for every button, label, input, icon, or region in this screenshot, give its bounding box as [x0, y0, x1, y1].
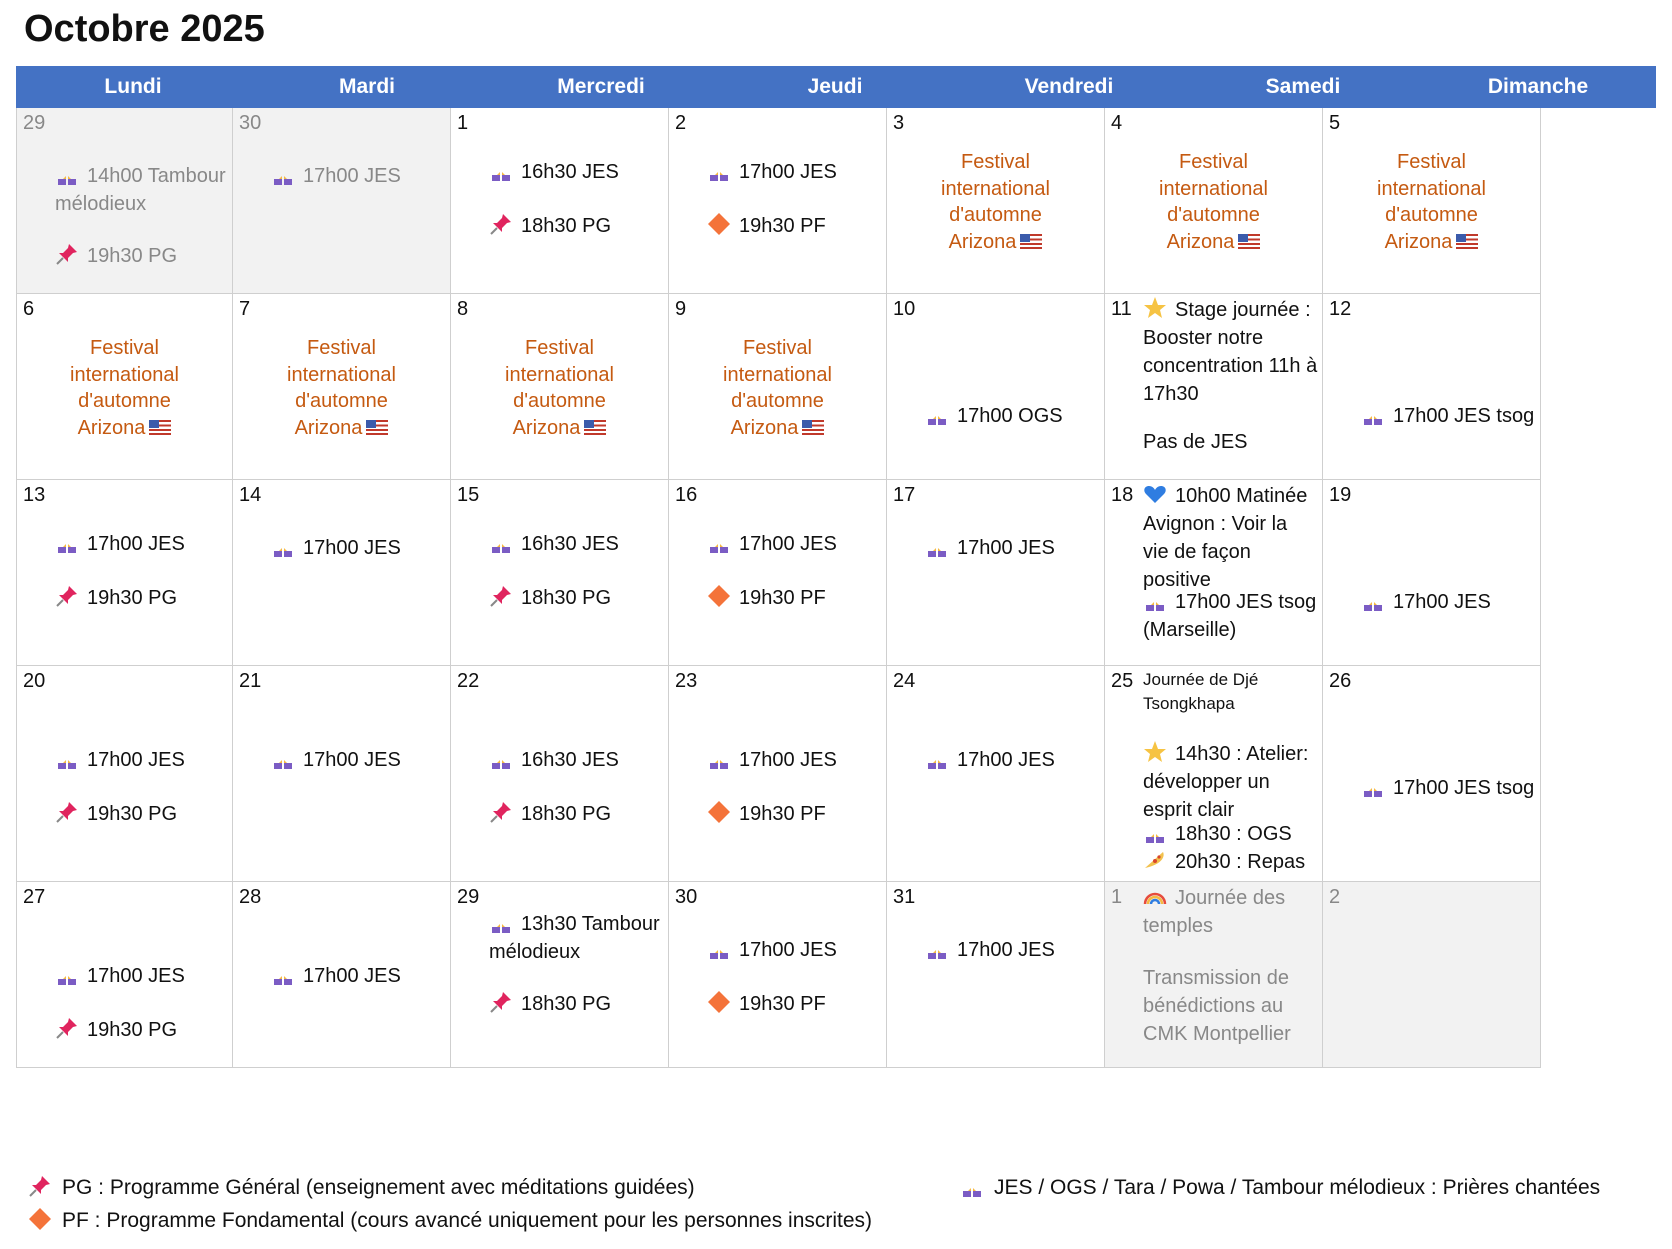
festival-text: international	[505, 363, 614, 386]
folded-hands-icon	[960, 1174, 984, 1198]
festival-text: d'automne	[513, 390, 606, 412]
festival-event-line	[451, 387, 668, 415]
event-text: 17h00 JES tsog	[1393, 405, 1535, 427]
calendar-event[interactable]	[489, 530, 664, 558]
festival-text: Arizona	[294, 416, 363, 439]
us-flag-icon	[584, 420, 606, 435]
event-text: 19h30 PF	[739, 215, 826, 237]
day-number: 25	[1111, 670, 1134, 692]
day-number: 5	[1329, 112, 1341, 134]
day-number: 17	[893, 484, 916, 506]
day-number: 30	[675, 886, 698, 908]
event-text: 17h00 JES tsog (Marseille)	[1143, 591, 1317, 641]
blue-heart-icon	[1143, 482, 1167, 506]
folded-hands-icon	[271, 162, 295, 186]
folded-hands-icon	[707, 158, 731, 182]
festival-text: d'automne	[295, 390, 388, 412]
event-text: Journée des temples	[1143, 887, 1286, 937]
weekday-vendredi: Vendredi	[1024, 75, 1114, 98]
event-text: 17h00 JES	[957, 537, 1055, 559]
event-text: 17h00 JES	[739, 749, 837, 771]
day-cell[interactable]	[233, 108, 451, 294]
calendar-event[interactable]	[55, 746, 228, 774]
weekday-samedi: Samedi	[1265, 75, 1341, 98]
calendar-event[interactable]	[707, 584, 882, 612]
event-text: 18h30 PG	[521, 587, 612, 609]
folded-hands-icon	[707, 746, 731, 770]
festival-event-line	[1323, 148, 1540, 176]
us-flag-icon	[802, 420, 824, 435]
week-row	[16, 108, 1656, 294]
event-text: 17h00 JES	[739, 161, 837, 183]
day-number: 22	[457, 670, 480, 692]
day-cell[interactable]	[17, 666, 233, 882]
calendar-event[interactable]	[489, 584, 664, 612]
weekday-mardi: Mardi	[338, 75, 395, 98]
event-text: 17h00 JES	[957, 749, 1055, 771]
day-cell[interactable]	[1105, 882, 1323, 1068]
event-text: 19h30 PG	[87, 803, 178, 825]
festival-text: Festival	[1397, 151, 1466, 173]
festival-event-line	[233, 387, 450, 415]
folded-hands-icon	[1143, 820, 1167, 844]
folded-hands-icon	[1361, 774, 1385, 798]
festival-text: d'automne	[1385, 204, 1478, 226]
event-text: 18h30 PG	[521, 993, 612, 1015]
day-cell[interactable]	[887, 666, 1105, 882]
orange-diamond-icon	[28, 1207, 52, 1231]
folded-hands-icon	[925, 402, 949, 426]
festival-text: Festival	[90, 337, 159, 359]
star-icon	[1143, 740, 1167, 764]
pushpin-icon	[55, 584, 79, 608]
calendar-event[interactable]	[489, 910, 664, 966]
festival-text: international	[287, 363, 396, 386]
calendar-event[interactable]	[271, 534, 446, 562]
festival-text: Arizona	[1166, 230, 1235, 253]
event-text: Transmission de bénédictions au CMK Montpellier	[1143, 967, 1291, 1045]
folded-hands-icon	[489, 910, 513, 934]
day-cell[interactable]	[669, 108, 887, 294]
event-text: 14h30 : Atelier: développer un esprit clair	[1143, 743, 1309, 821]
calendar-event[interactable]	[925, 936, 1100, 964]
festival-event-line	[669, 334, 886, 362]
festival-text: international	[1159, 177, 1268, 200]
calendar-event[interactable]	[707, 212, 882, 240]
festival-text: Festival	[1179, 151, 1248, 173]
legend-pf	[28, 1205, 872, 1237]
folded-hands-icon	[271, 746, 295, 770]
pushpin-icon	[489, 212, 513, 236]
event-text: 18h30 PG	[521, 803, 612, 825]
day-number: 6	[23, 298, 35, 320]
day-cell[interactable]	[1323, 882, 1541, 1068]
calendar-event[interactable]	[925, 402, 1100, 430]
day-cell[interactable]	[1323, 294, 1541, 480]
day-cell[interactable]	[233, 480, 451, 666]
event-text: 17h00 JES	[87, 965, 185, 987]
calendar-event[interactable]	[55, 800, 228, 828]
weekday-dimanche: Dimanche	[1487, 75, 1589, 98]
folded-hands-icon	[1361, 402, 1385, 426]
festival-text: d'automne	[949, 204, 1042, 226]
event-text: 17h00 JES	[87, 749, 185, 771]
day-cell[interactable]	[233, 882, 451, 1068]
orange-diamond-icon	[707, 584, 731, 608]
festival-text: international	[723, 363, 832, 386]
day-cell[interactable]	[451, 480, 669, 666]
day-number: 30	[239, 112, 262, 134]
day-cell[interactable]	[1105, 294, 1323, 480]
day-number: 8	[457, 298, 469, 320]
day-cell[interactable]	[451, 666, 669, 882]
event-text: 17h00 JES	[739, 533, 837, 555]
event-text: Pas de JES	[1143, 431, 1248, 453]
event-text: 17h00 JES tsog	[1393, 777, 1535, 799]
week-row	[16, 666, 1656, 882]
pushpin-icon	[55, 1016, 79, 1040]
calendar-event[interactable]	[1143, 740, 1318, 824]
festival-event-line	[17, 334, 232, 362]
festival-event-line	[1323, 228, 1540, 256]
festival-text: d'automne	[731, 390, 824, 412]
calendar-event[interactable]	[1143, 588, 1318, 644]
calendar-event[interactable]	[271, 162, 446, 190]
event-text: 19h30 PF	[739, 803, 826, 825]
folded-hands-icon	[925, 936, 949, 960]
day-number: 19	[1329, 484, 1352, 506]
calendar-event[interactable]	[707, 530, 882, 558]
day-number: 14	[239, 484, 262, 506]
day-cell[interactable]	[17, 882, 233, 1068]
us-flag-icon	[366, 420, 388, 435]
day-cell[interactable]	[451, 108, 669, 294]
festival-event-line	[1105, 201, 1322, 229]
day-cell[interactable]	[233, 294, 451, 480]
day-cell[interactable]	[17, 480, 233, 666]
event-text: 19h30 PG	[87, 587, 178, 609]
day-cell[interactable]	[669, 882, 887, 1068]
event-text: 17h00 JES	[957, 939, 1055, 961]
day-number: 18	[1111, 484, 1134, 506]
day-number: 1	[1111, 886, 1123, 908]
folded-hands-icon	[489, 158, 513, 182]
calendar-event[interactable]	[925, 534, 1100, 562]
calendar-event[interactable]	[1361, 774, 1536, 802]
festival-event-line	[451, 334, 668, 362]
day-number: 29	[23, 112, 46, 134]
calendar-event[interactable]	[55, 962, 228, 990]
day-number: 1	[457, 112, 469, 134]
pushpin-icon	[489, 990, 513, 1014]
weekday-mercredi: Mercredi	[557, 75, 645, 98]
us-flag-icon	[1020, 234, 1042, 249]
folded-hands-icon	[55, 746, 79, 770]
day-cell[interactable]	[233, 666, 451, 882]
pizza-icon	[1143, 848, 1167, 872]
day-cell[interactable]	[451, 882, 669, 1068]
day-number: 24	[893, 670, 916, 692]
day-number: 10	[893, 298, 916, 320]
festival-event-line	[669, 361, 886, 389]
festival-event-line	[1323, 201, 1540, 229]
day-cell[interactable]	[887, 294, 1105, 480]
festival-text: Festival	[743, 337, 812, 359]
festival-event-line	[451, 361, 668, 389]
festival-event-line	[1105, 228, 1322, 256]
folded-hands-icon	[55, 530, 79, 554]
event-text: 16h30 JES	[521, 749, 619, 771]
calendar-event[interactable]	[707, 990, 882, 1018]
calendar-event[interactable]	[271, 962, 446, 990]
day-number: 13	[23, 484, 46, 506]
event-text: 17h00 JES	[303, 165, 401, 187]
festival-text: international	[941, 177, 1050, 200]
orange-diamond-icon	[707, 800, 731, 824]
day-cell[interactable]	[1105, 108, 1323, 294]
day-number: 3	[893, 112, 905, 134]
day-cell[interactable]	[669, 294, 887, 480]
event-text: 19h30 PF	[739, 993, 826, 1015]
folded-hands-icon	[707, 936, 731, 960]
event-text: 17h00 JES	[303, 537, 401, 559]
event-text: 19h30 PG	[87, 1019, 178, 1041]
festival-event-line	[887, 201, 1104, 229]
calendar-event[interactable]	[489, 212, 664, 240]
day-number: 20	[23, 670, 46, 692]
day-number: 26	[1329, 670, 1352, 692]
festival-text: Festival	[961, 151, 1030, 173]
festival-text: Festival	[307, 337, 376, 359]
festival-event-line	[233, 414, 450, 442]
calendar-event[interactable]	[489, 158, 664, 186]
orange-diamond-icon	[707, 212, 731, 236]
day-number: 4	[1111, 112, 1123, 134]
festival-event-line	[17, 387, 232, 415]
day-cell[interactable]	[17, 294, 233, 480]
calendar-event[interactable]	[1361, 588, 1536, 616]
folded-hands-icon	[925, 746, 949, 770]
legend-pf-text: PF : Programme Fondamental (cours avancé uniquement pour les personnes inscrites)	[62, 1209, 873, 1232]
calendar-event[interactable]	[1143, 964, 1318, 1048]
pushpin-icon	[55, 242, 79, 266]
folded-hands-icon	[707, 530, 731, 554]
calendar-event[interactable]	[1361, 402, 1536, 430]
legend-jes	[960, 1172, 1600, 1204]
calendar-event[interactable]	[1143, 884, 1318, 940]
day-cell[interactable]	[887, 108, 1105, 294]
event-text: 14h00 Tambour mélodieux	[55, 165, 226, 215]
calendar-event[interactable]	[1143, 482, 1318, 594]
day-number: 28	[239, 886, 262, 908]
orange-diamond-icon	[707, 990, 731, 1014]
day-cell[interactable]	[1323, 108, 1541, 294]
calendar-title: Octobre 2025	[24, 8, 265, 50]
event-text: 17h00 JES	[303, 965, 401, 987]
day-cell[interactable]	[451, 294, 669, 480]
day-number: 27	[23, 886, 46, 908]
calendar-event[interactable]	[55, 242, 228, 270]
festival-event-line	[233, 361, 450, 389]
folded-hands-icon	[925, 534, 949, 558]
weekday-header	[16, 66, 1656, 108]
us-flag-icon	[1238, 234, 1260, 249]
folded-hands-icon	[55, 162, 79, 186]
festival-text: Festival	[525, 337, 594, 359]
festival-event-line	[1105, 148, 1322, 176]
legend-pg-text: PG : Programme Général (enseignement avec méditations guidées)	[62, 1176, 695, 1199]
day-cell[interactable]	[887, 882, 1105, 1068]
day-cell[interactable]	[1323, 666, 1541, 882]
day-number: 12	[1329, 298, 1352, 320]
day-number: 2	[675, 112, 687, 134]
day-number: 7	[239, 298, 251, 320]
event-text: 19h30 PG	[87, 245, 178, 267]
weekday-lundi: Lundi	[104, 75, 162, 98]
event-text: 17h00 JES	[1393, 591, 1491, 613]
day-number: 2	[1329, 886, 1341, 908]
calendar-event[interactable]	[489, 746, 664, 774]
day-cell[interactable]	[1323, 480, 1541, 666]
festival-event-line	[451, 414, 668, 442]
festival-event-line	[669, 387, 886, 415]
festival-text: Arizona	[948, 230, 1017, 253]
event-text: 10h00 Matinée Avignon : Voir la vie de façon positive	[1143, 485, 1308, 591]
rainbow-icon	[1143, 884, 1167, 908]
festival-text: Arizona	[512, 416, 581, 439]
weekday-jeudi: Jeudi	[807, 75, 863, 98]
folded-hands-icon	[489, 746, 513, 770]
calendar-event[interactable]	[707, 158, 882, 186]
festival-text: Arizona	[77, 416, 146, 439]
festival-text: Arizona	[730, 416, 799, 439]
festival-event-line	[669, 414, 886, 442]
event-text: 17h00 JES	[303, 749, 401, 771]
day-cell[interactable]	[1105, 480, 1323, 666]
event-text: 20h30 : Repas	[1175, 851, 1306, 873]
event-text: 16h30 JES	[521, 533, 619, 555]
calendar-grid	[16, 66, 1656, 1068]
day-number: 31	[893, 886, 916, 908]
day-cell[interactable]	[17, 108, 233, 294]
pushpin-icon	[55, 800, 79, 824]
day-cell[interactable]	[887, 480, 1105, 666]
legend-jes-text: JES / OGS / Tara / Powa / Tambour mélodieux : Prières chantées	[994, 1176, 1601, 1199]
day-number: 16	[675, 484, 698, 506]
event-text: 13h30 Tambour mélodieux	[489, 913, 660, 963]
festival-text: international	[70, 363, 179, 386]
festival-event-line	[887, 148, 1104, 176]
calendar-event[interactable]	[1143, 296, 1318, 408]
calendar-event[interactable]	[55, 162, 228, 218]
day-number: 11	[1111, 298, 1132, 320]
calendar-event[interactable]	[707, 936, 882, 964]
festival-event-line	[233, 334, 450, 362]
calendar-event[interactable]	[925, 746, 1100, 774]
folded-hands-icon	[1143, 588, 1167, 612]
day-number: 9	[675, 298, 687, 320]
day-cell[interactable]	[1105, 666, 1323, 882]
event-text: 18h30 PG	[521, 215, 612, 237]
event-text: Journée de Djé Tsongkhapa	[1143, 670, 1259, 713]
calendar-event[interactable]	[489, 990, 664, 1018]
folded-hands-icon	[271, 534, 295, 558]
event-text: 19h30 PF	[739, 587, 826, 609]
festival-event-line	[1105, 175, 1322, 203]
us-flag-icon	[149, 420, 171, 435]
festival-text: Arizona	[1384, 230, 1453, 253]
week-row	[16, 480, 1656, 666]
calendar-event[interactable]	[707, 746, 882, 774]
folded-hands-icon	[271, 962, 295, 986]
event-text: 17h00 JES	[87, 533, 185, 555]
event-text: 17h00 JES	[739, 939, 837, 961]
calendar-event[interactable]	[1143, 848, 1318, 876]
folded-hands-icon	[1361, 588, 1385, 612]
calendar-event[interactable]	[55, 1016, 228, 1044]
day-cell[interactable]	[669, 480, 887, 666]
week-row	[16, 882, 1656, 1068]
calendar-event[interactable]	[707, 800, 882, 828]
folded-hands-icon	[489, 530, 513, 554]
legend-pg	[28, 1172, 695, 1204]
festival-event-line	[1323, 175, 1540, 203]
day-number: 21	[239, 670, 262, 692]
pushpin-icon	[489, 800, 513, 824]
day-number: 15	[457, 484, 480, 506]
calendar-event[interactable]	[55, 584, 228, 612]
star-icon	[1143, 296, 1167, 320]
calendar-event[interactable]	[1143, 820, 1318, 848]
day-number: 29	[457, 886, 480, 908]
calendar-event[interactable]	[489, 800, 664, 828]
week-row	[16, 294, 1656, 480]
event-text: 17h00 OGS	[957, 405, 1063, 427]
calendar-event[interactable]	[271, 746, 446, 774]
calendar-event[interactable]	[55, 530, 228, 558]
festival-text: d'automne	[1167, 204, 1260, 226]
folded-hands-icon	[55, 962, 79, 986]
festival-event-line	[887, 175, 1104, 203]
event-text: 16h30 JES	[521, 161, 619, 183]
pushpin-icon	[489, 584, 513, 608]
festival-text: international	[1377, 177, 1486, 200]
festival-event-line	[17, 414, 232, 442]
calendar-event[interactable]	[1143, 668, 1318, 716]
festival-text: d'automne	[78, 390, 171, 412]
us-flag-icon	[1456, 234, 1478, 249]
event-text: Stage journée : Booster notre concentration 11h à 17h30	[1143, 299, 1318, 405]
event-text: 18h30 : OGS	[1175, 823, 1292, 845]
pushpin-icon	[28, 1174, 52, 1198]
day-number: 23	[675, 670, 698, 692]
festival-event-line	[17, 361, 232, 389]
calendar-event[interactable]	[1143, 428, 1318, 456]
festival-event-line	[887, 228, 1104, 256]
day-cell[interactable]	[669, 666, 887, 882]
